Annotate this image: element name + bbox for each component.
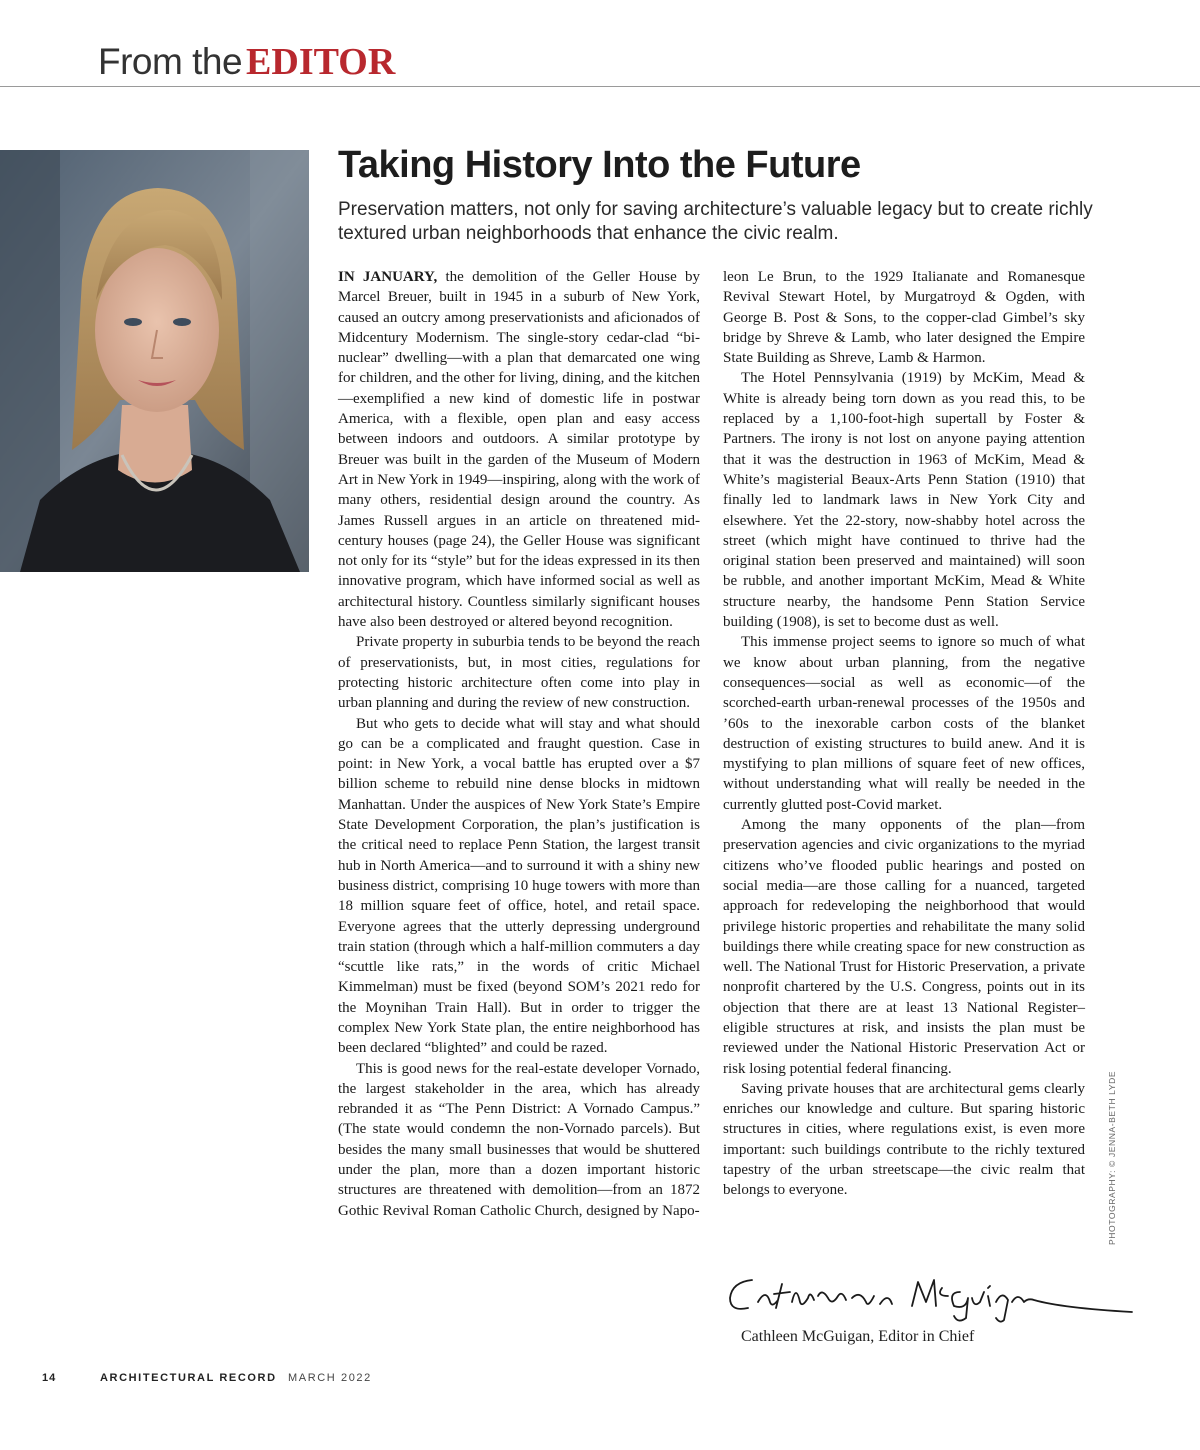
section-label-prefix: From the <box>98 41 243 82</box>
article-column-right <box>723 267 1085 1201</box>
article-dek: Preservation matters, not only for saving architecture’s valuable legacy but to create richly textured urban neighborhoods that enhance the civic realm. <box>338 199 1093 244</box>
paragraph-4-part-1: This is good news for the real-estate developer Vornado, the largest stakeholder in the area, which has already rebranded it as “The Penn District: A Vornado Campus.” (The state would condemn the non-Vornado parcels). But besides the many small businesses that would be shuttered under the plan, more than a dozen important historic structures are threatened with demolition—from an 1872 Gothic Revival Roman Catholic Church, designed by Napo- <box>338 1060 700 1219</box>
editor-portrait-photo <box>0 150 309 572</box>
header-divider <box>0 86 1200 87</box>
page-number: 14 <box>42 1372 57 1384</box>
paragraph-1 <box>338 267 700 632</box>
issue-date: MARCH 2022 <box>288 1372 372 1384</box>
section-label-name: EDITOR <box>246 41 396 83</box>
lead-in: IN JANUARY, <box>338 269 438 285</box>
paragraph-4-part-2: leon Le Brun, to the 1929 Italianate and Romanesque Revival Stewart Hotel, by Murgatroyd & Ogden, with George B. Post & Sons, to the copper-clad Gimbel’s sky bridge by Shreve & Lamb, who later designed the Empire State Building as Shreve, Lamb & Harmon. <box>723 269 1085 367</box>
paragraph-5: The Hotel Pennsylvania (1919) by McKim, Mead & White is already being torn down as you read this, to be replaced by a 1,100-foot-high supertall by Foster & Partners. The irony is not lost on anyone paying attention that it was the destruction in 1963 of McKim, Mead & White’s magisterial Beaux-Arts Penn Station (1910) that finally led to landmark laws in New York City and elsewhere. Yet the 22-story, now-shabby hotel across the street (which might have continued to thrive had the original station been preserved and maintained) will soon be rubble, and another important McKim, Mead & White structure nearby, the handsome Penn Station Service building (1908), is set to become dust as well. <box>723 370 1085 631</box>
paragraph-8: Saving private houses that are architectural gems clearly enriches our knowledge and culture. But sparing historic structures in cities, where regulations exist, is even more important: such buildings contribute to the richly textured tapestry of the urban streetscape—the civic realm that belongs to everyone. <box>723 1080 1085 1199</box>
publication-name: ARCHITECTURAL RECORD <box>100 1372 277 1384</box>
signature-name-line: Cathleen McGuigan, Editor in Chief <box>741 1328 975 1345</box>
handwritten-signature <box>722 1262 1142 1326</box>
article-column-left <box>338 267 700 1221</box>
article-title: Taking History Into the Future <box>338 144 861 186</box>
photo-credit: PHOTOGRAPHY: © JENNA-BETH LYDE <box>1107 1070 1117 1245</box>
portrait-illustration <box>0 150 309 572</box>
paragraph-1-text: the demolition of the Geller House by Marcel Breuer, built in 1945 in a suburb of New York, caused an outcry among preservationists and aficionados of Midcentury Modernism. The single-story cedar-clad “bi-nuclear” dwelling—with a plan that demarcated one wing for children, and the other for living, dining, and the kitchen—exemplified a new kind of domestic life in postwar America, with a flexible, open plan and easy access between indoors and outdoors. A similar prototype by Breuer was built in the garden of the Museum of Modern Art in New York in 1949—inspiring, along with the work of many others, residential design around the country. As James Russell argues in an article on threatened mid-century houses (page 24), the Geller House was significant not only for its “style” but for the ideas expressed in its then innovative program, which have informed social as well as architectural history. Countless similarly significant houses have also been destroyed or altered beyond recognition. <box>338 269 700 631</box>
paragraph-2: Private property in suburbia tends to be beyond the reach of preservationists, but, in most cities, regulations for protecting historic architecture often come into play in urban planning and during the review of new construction. <box>338 634 700 712</box>
section-header <box>98 40 395 84</box>
paragraph-7: Among the many opponents of the plan—from preservation agencies and civic organizations to the myriad citizens who’ve flooded public hearings and posted on social media—are those calling for a nuanced, targeted approach for redeveloping the neighborhood that would privilege historic properties and rehabilitate the many solid buildings there while creating space for new construction as well. The National Trust for Historic Preservation, a private nonprofit chartered by the U.S. Congress, points out in its objection that there are at least 13 National Register–eligible structures at risk, and insists the plan must be reviewed under the National Historic Preservation Act or risk losing potential federal financing. <box>723 817 1085 1077</box>
paragraph-6: This immense project seems to ignore so much of what we know about urban planning, from the negative consequences—social as well as economic—of the scorched-earth urban-renewal processes of the 1950s and ’60s to the inexorable carbon costs of the blanket destruction of existing structures to build anew. And it is mystifying to plan millions of square feet of new offices, without understanding what will really be needed in the currently glutted post-Covid market. <box>723 634 1085 813</box>
paragraph-3: But who gets to decide what will stay and what should go can be a complicated and fraught question. Case in point: in New York, a vocal battle has erupted over a $7 billion scheme to rebuild nine dense blocks in midtown Manhattan. Under the auspices of New York State’s Empire State Development Corporation, the plan’s justification is the critical need to replace Penn Station, the largest transit hub in North America—and to surround it with a shiny new business district, comprising 10 huge towers with more than 18 million square feet of office, hotel, and retail space. Everyone agrees that the utterly depressing underground train station (through which a half-million commuters a day “scuttle like rats,” in the words of critic Michael Kimmelman) must be fixed (beyond SOM’s 2021 redo for the Moynihan Train Hall). But in order to trigger the complex New York State plan, the entire neighborhood has been declared “blighted” and could be razed. <box>338 715 700 1057</box>
